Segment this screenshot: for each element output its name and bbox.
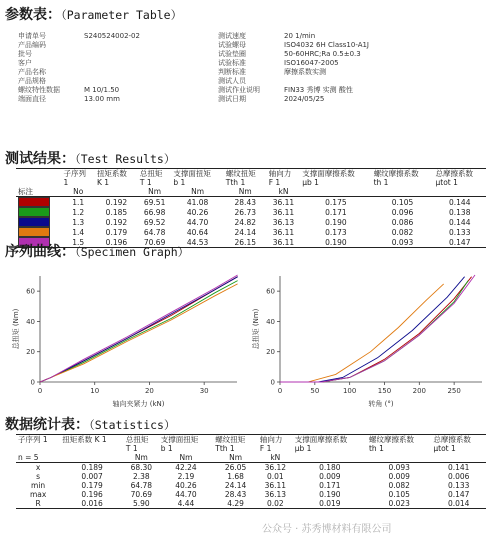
results-h1-5: 轴向力 [268, 169, 292, 178]
param-value: M 10/1.50 [84, 86, 120, 94]
param-value: 20 1/min [284, 32, 316, 40]
right-x-axis-label: 转角 (°) [368, 400, 394, 408]
results-h3-6 [300, 187, 371, 197]
stats-h3-4: Nm [229, 453, 243, 462]
param-value: FIN33 秀博 实测 酸性 [284, 86, 353, 94]
results-h1-7: 螺纹摩擦系数 [373, 169, 419, 178]
right-y-axis-label: 总扭矩 (Nm) [252, 308, 260, 350]
stats-cell-k: 0.179 [81, 481, 103, 490]
param-label: 端面直径 [18, 95, 46, 103]
stats-cell-name: x [35, 463, 41, 472]
param-label: 试验标准 [218, 59, 246, 67]
results-cell-no: 1.3 [72, 217, 85, 227]
param-label: 螺纹特性数据 [18, 86, 60, 94]
param-label: 产品名称 [18, 68, 46, 76]
stats-cell-t: 2.38 [132, 472, 150, 481]
stats-h3-5: kN [270, 453, 281, 462]
results-h-marker: 标注 [18, 187, 33, 196]
stats-h3-2: Nm [134, 453, 148, 462]
param-label: 批号 [18, 50, 32, 58]
results-cell-f: 36.11 [272, 227, 295, 237]
results-cell-k: 0.192 [105, 217, 128, 227]
stats-cell-f: 0.01 [266, 472, 284, 481]
param-row [18, 68, 84, 76]
results-header-row-3 [16, 187, 486, 197]
watermark: 公众号 · 苏秀博材料有限公司 [262, 524, 392, 535]
results-cell-no: 1.4 [72, 227, 85, 237]
stats-title-cn: 数据统计表： [5, 417, 89, 433]
results-cell-ub: 0.173 [325, 227, 347, 237]
results-cell-tth: 26.15 [234, 237, 256, 247]
stats-cell-name: min [31, 481, 46, 490]
stats-h2-6: μb 1 [294, 444, 312, 453]
right-x-tick-label: 150 [377, 387, 392, 395]
results-h1-3: 支撑面扭矩 [173, 169, 211, 178]
left-x-tick-label: 0 [37, 387, 43, 395]
stats-h3-3: Nm [179, 453, 193, 462]
torque-vs-force-chart [10, 270, 245, 410]
results-h1-4: 螺纹扭矩 [225, 169, 256, 178]
results-h2-4: Tth 1 [225, 178, 246, 187]
results-cell-utot: 0.144 [449, 217, 471, 227]
results-h2-5: F 1 [268, 178, 281, 187]
results-row [16, 217, 486, 227]
results-h2-3: b 1 [173, 178, 186, 187]
results-cell-f: 36.11 [272, 197, 295, 207]
results-cell-utot: 0.147 [449, 237, 471, 247]
stats-cell-uth: 0.093 [388, 463, 410, 472]
results-h2-0: 1 [63, 178, 69, 187]
stats-h1-1: 扭矩系数 K 1 [62, 435, 107, 444]
stats-cell-f: 36.13 [264, 490, 287, 499]
stats-cell-name: max [29, 490, 47, 499]
stats-h1-6: 支撑面摩擦系数 [294, 435, 348, 444]
stats-cell-tth: 4.29 [227, 499, 244, 508]
results-cell-no: 1.2 [72, 207, 85, 217]
stats-h2-2: T 1 [125, 444, 138, 453]
param-row [218, 59, 339, 67]
stats-cell-tb: 4.44 [177, 499, 195, 508]
stats-cell-utot: 0.006 [447, 472, 470, 481]
param-label: 申请单号 [18, 32, 46, 40]
stats-cell-f: 36.12 [264, 463, 287, 472]
results-h3-2: Nm [148, 187, 162, 196]
stats-cell-uth: 0.105 [388, 490, 410, 499]
results-h3-7 [372, 187, 434, 197]
stats-cell-k: 0.007 [81, 472, 103, 481]
results-cell-utot: 0.144 [449, 197, 471, 207]
stats-cell-uth: 0.023 [388, 499, 410, 508]
right-series-line-2 [280, 281, 468, 382]
param-row [218, 77, 284, 85]
stats-h1-5: 轴向力 [259, 435, 283, 444]
param-row [18, 86, 119, 94]
results-cell-tth: 28.43 [234, 197, 256, 207]
param-label: 测试速度 [218, 32, 246, 40]
param-row [18, 32, 140, 40]
param-value: ISO16047-2005 [284, 59, 339, 67]
stats-cell-ub: 0.009 [319, 472, 341, 481]
series-color-swatch [16, 217, 61, 227]
torque-vs-angle-chart [250, 270, 490, 410]
series-color-swatch [16, 227, 61, 237]
results-table [16, 168, 486, 248]
stats-cell-name: R [35, 499, 41, 508]
param-row [218, 95, 324, 103]
param-row [18, 77, 84, 85]
param-value: 2024/05/25 [284, 95, 325, 103]
stats-cell-tb: 42.24 [175, 463, 197, 472]
results-row [16, 197, 486, 208]
stats-cell-tb: 44.70 [175, 490, 197, 499]
left-x-tick-label: 30 [199, 387, 209, 395]
left-y-tick-label: 40 [26, 317, 35, 326]
stats-cell-t: 5.90 [132, 499, 150, 508]
stats-cell-utot: 0.147 [447, 490, 470, 499]
series-color-swatch [16, 197, 61, 208]
stats-h1-0: 子序列 1 [18, 435, 48, 444]
results-h2-2: T 1 [139, 178, 152, 187]
right-series-line-1 [280, 277, 472, 382]
series-color-swatch [16, 207, 61, 217]
results-cell-no: 1.1 [72, 197, 85, 207]
right-x-tick-label: 250 [447, 387, 461, 395]
results-h3-1 [95, 187, 138, 197]
stats-row [16, 490, 486, 499]
stats-h1-4: 螺纹扭矩 [215, 435, 246, 444]
stats-cell-tth: 1.68 [227, 472, 244, 481]
param-value: 50-60HRC;Ra 0.5±0.3 [284, 50, 361, 58]
stats-header-row-3 [16, 453, 486, 463]
param-row [218, 50, 361, 58]
params-section-title [5, 4, 182, 24]
param-label: 测试日期 [218, 95, 246, 103]
results-cell-tth: 24.82 [234, 217, 256, 227]
stats-cell-utot: 0.014 [447, 499, 470, 508]
graph-title-cn: 序列曲线： [5, 244, 75, 260]
stats-cell-ub: 0.190 [319, 490, 341, 499]
stats-cell-uth: 0.009 [388, 472, 410, 481]
left-y-tick-label: 20 [26, 348, 35, 357]
stats-h3-8 [431, 453, 486, 463]
graph-section-title [5, 241, 189, 261]
results-cell-tb: 41.08 [186, 197, 209, 207]
stats-body [16, 463, 486, 509]
results-h2-8: μtot 1 [435, 178, 458, 187]
right-y-tick-label: 20 [266, 348, 275, 357]
stats-h2-1 [60, 444, 124, 453]
stats-cell-tb: 40.26 [175, 481, 197, 490]
results-h2-1: K 1 [96, 178, 110, 187]
results-cell-ub: 0.175 [325, 197, 347, 207]
results-header-row-1 [16, 169, 486, 179]
param-label: 产品规格 [18, 77, 46, 85]
left-series-line-5 [40, 275, 238, 382]
param-label: 试验垫圈 [218, 50, 246, 58]
right-y-tick-label: 40 [266, 317, 275, 326]
param-value: ISO4032 6H Class10-A1J [284, 41, 370, 49]
results-h3-0: No [73, 187, 84, 196]
results-header-row-2 [16, 178, 486, 187]
stats-cell-t: 70.69 [130, 490, 153, 499]
stats-row [16, 481, 486, 490]
stats-h3-7 [367, 453, 431, 463]
stats-h1-3: 支撑面扭矩 [160, 435, 199, 444]
results-cell-uth: 0.105 [391, 197, 414, 207]
left-x-tick-label: 10 [90, 387, 100, 395]
results-cell-uth: 0.096 [391, 207, 414, 217]
left-y-tick-label: 0 [30, 378, 35, 387]
results-h2-6: μb 1 [302, 178, 319, 187]
stats-cell-tth: 24.14 [224, 481, 247, 490]
results-section-title [5, 148, 175, 168]
param-label: 测试作业说明 [218, 86, 260, 94]
stats-cell-ub: 0.019 [319, 499, 341, 508]
stats-cell-utot: 0.141 [447, 463, 470, 472]
param-row [18, 59, 84, 67]
stats-header-row-1 [16, 435, 486, 445]
results-cell-no: 1.5 [72, 237, 85, 247]
right-series-line-4 [280, 284, 444, 382]
results-cell-uth: 0.082 [391, 227, 414, 237]
graph-title-en: （Specimen Graph） [75, 245, 190, 259]
stats-table [16, 434, 486, 509]
stats-cell-ub: 0.171 [319, 481, 341, 490]
results-cell-t: 69.52 [143, 217, 166, 227]
right-x-tick-label: 200 [412, 387, 426, 395]
stats-cell-t: 64.78 [130, 481, 153, 490]
results-h3-5: kN [278, 187, 289, 196]
results-title-cn: 测试结果： [5, 151, 75, 167]
stats-cell-t: 68.30 [130, 463, 153, 472]
results-row [16, 207, 486, 217]
color-swatch [18, 207, 50, 217]
stats-cell-f: 0.02 [266, 499, 284, 508]
results-cell-ub: 0.171 [325, 207, 347, 217]
stats-cell-tb: 2.19 [177, 472, 195, 481]
color-swatch [18, 217, 50, 227]
left-x-tick-label: 20 [144, 387, 154, 395]
stats-title-en: （Statistics） [89, 418, 176, 432]
param-label: 试验螺母 [218, 41, 246, 49]
stats-row [16, 472, 486, 481]
results-h3-4: Nm [238, 187, 252, 196]
stats-h3-6 [293, 453, 367, 463]
param-row [218, 41, 369, 49]
results-cell-f: 36.11 [272, 207, 295, 217]
right-x-tick-label: 0 [277, 387, 283, 395]
stats-h1-8: 总摩擦系数 [433, 435, 471, 444]
results-h1-6: 支撑面摩擦系数 [302, 169, 355, 178]
stats-cell-tth: 28.43 [224, 490, 247, 499]
param-label: 测试人员 [218, 77, 246, 85]
stats-h1-2: 总扭矩 [125, 435, 149, 444]
color-swatch [18, 227, 50, 237]
stats-row [16, 499, 486, 509]
results-cell-f: 36.11 [272, 237, 295, 247]
results-h3-8 [433, 187, 486, 197]
results-h1-1: 扭矩系数 [96, 169, 127, 178]
stats-h3-0: n = 5 [18, 453, 39, 462]
results-cell-utot: 0.133 [449, 227, 471, 237]
right-x-tick-label: 100 [342, 387, 357, 395]
results-h-marker-blank [16, 169, 61, 179]
param-row [18, 41, 84, 49]
results-h2-7: th 1 [373, 178, 389, 187]
right-y-tick-label: 60 [266, 287, 275, 296]
stats-h2-3: b 1 [160, 444, 173, 453]
results-row [16, 227, 486, 237]
left-y-axis-label: 总扭矩 (Nm) [12, 308, 20, 350]
results-cell-ub: 0.190 [325, 217, 347, 227]
stats-section-title [5, 414, 176, 434]
stats-h2-5: F 1 [259, 444, 272, 453]
right-x-tick-label: 50 [310, 387, 320, 395]
param-row [18, 95, 120, 103]
results-cell-tth: 24.14 [234, 227, 256, 237]
stats-cell-tth: 26.05 [224, 463, 247, 472]
param-row [218, 68, 326, 76]
results-cell-t: 64.78 [143, 227, 166, 237]
results-h1-8: 总摩擦系数 [435, 169, 473, 178]
param-row [218, 32, 315, 40]
results-cell-k: 0.192 [105, 197, 128, 207]
results-h1-0: 子序列 [63, 169, 86, 178]
param-value: S240524002-02 [84, 32, 140, 40]
right-y-tick-label: 0 [270, 378, 275, 387]
stats-cell-ub: 0.180 [319, 463, 341, 472]
results-cell-uth: 0.093 [391, 237, 414, 247]
param-value: 摩擦系数实测 [284, 68, 326, 76]
param-row [218, 86, 353, 94]
results-h3-3: Nm [191, 187, 205, 196]
stats-row [16, 463, 486, 473]
results-cell-uth: 0.086 [391, 217, 414, 227]
param-label: 客户 [18, 59, 32, 67]
param-label: 判断标准 [218, 68, 246, 76]
results-cell-tb: 44.53 [186, 237, 209, 247]
right-series-line-5 [280, 275, 475, 382]
results-cell-tb: 44.70 [186, 217, 209, 227]
results-cell-f: 36.13 [272, 217, 295, 227]
results-cell-k: 0.179 [105, 227, 128, 237]
stats-cell-utot: 0.133 [447, 481, 470, 490]
left-y-tick-label: 60 [26, 287, 35, 296]
param-value: 13.00 mm [84, 95, 120, 103]
results-cell-ub: 0.190 [325, 237, 347, 247]
results-cell-k: 0.196 [105, 237, 128, 247]
results-cell-tb: 40.64 [186, 227, 209, 237]
stats-h2-0 [16, 444, 60, 453]
params-title-cn: 参数表： [5, 7, 61, 23]
results-cell-tth: 26.73 [234, 207, 256, 217]
stats-cell-k: 0.016 [81, 499, 103, 508]
results-cell-t: 66.98 [143, 207, 166, 217]
stats-h2-7: th 1 [368, 444, 384, 453]
stats-h2-8: μtot 1 [433, 444, 456, 453]
stats-cell-uth: 0.082 [388, 481, 410, 490]
stats-header-row-2 [16, 444, 486, 453]
color-swatch [18, 197, 50, 207]
params-title-en: （Parameter Table） [61, 8, 183, 22]
results-body [16, 197, 486, 248]
stats-cell-name: s [36, 472, 41, 481]
left-x-axis-label: 轴向夹紧力 (kN) [112, 400, 165, 408]
stats-h3-1 [60, 453, 124, 463]
param-label: 产品编码 [18, 41, 46, 49]
results-cell-t: 69.51 [143, 197, 166, 207]
stats-h2-4: Tth 1 [215, 444, 235, 453]
results-cell-tb: 40.26 [186, 207, 209, 217]
results-cell-t: 70.69 [143, 237, 166, 247]
stats-cell-k: 0.196 [81, 490, 103, 499]
stats-h1-7: 螺纹摩擦系数 [368, 435, 414, 444]
stats-cell-f: 36.11 [264, 481, 287, 490]
results-title-en: （Test Results） [75, 152, 176, 166]
results-h1-2: 总扭矩 [139, 169, 163, 178]
stats-cell-k: 0.189 [81, 463, 103, 472]
results-cell-k: 0.185 [105, 207, 128, 217]
param-row [18, 50, 84, 58]
results-cell-utot: 0.138 [449, 207, 471, 217]
